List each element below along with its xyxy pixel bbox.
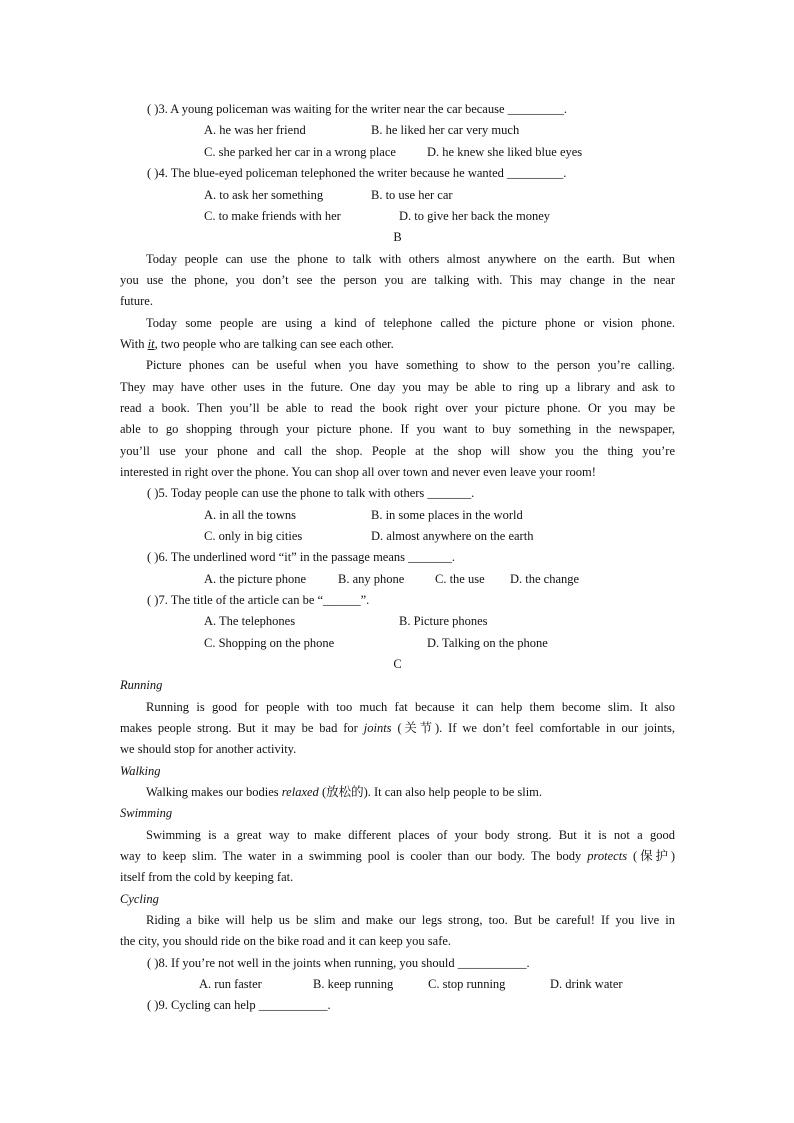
walking-line-text: (放松的). It can also help people to be slim. <box>318 785 543 799</box>
passage-b-p3-line: They may have other uses in the future. One day you may be able to ring up a library and ask to <box>120 380 675 394</box>
question-6-option-d: D. the change <box>510 572 580 586</box>
passage-b-with: With <box>120 337 148 351</box>
running-line: Running is good for people with too much fat because it can help them become slim. It also <box>146 700 675 714</box>
question-4-option-c: C. to make friends with her <box>204 209 341 223</box>
underlined-word-it: it <box>147 337 155 351</box>
passage-b-p1-line: future. <box>120 294 153 308</box>
passage-b-p3-line: Picture phones can be useful when you have something to show to the person you’re calling. <box>146 358 675 372</box>
question-5-stem: ( )5. Today people can use the phone to talk with others _______. <box>147 486 475 500</box>
passage-b-p1-line: Today people can use the phone to talk with others almost anywhere on the earth. But when <box>146 252 675 266</box>
walking-heading: Walking <box>120 764 161 778</box>
cycling-line: the city, you should ride on the bike road and it can keep you safe. <box>120 934 452 948</box>
question-3-option-c: C. she parked her car in a wrong place <box>204 145 396 159</box>
question-5-option-c: C. only in big cities <box>204 529 303 543</box>
swimming-protects-word: protects <box>587 849 628 863</box>
question-6-option-b: B. any phone <box>338 572 405 586</box>
passage-b-p3-line: read a book. Then you’ll be able to read the book right over your picture phone. Or you may be <box>120 401 675 415</box>
running-line-text: (关节). If we don’t feel comfortable in our joints, <box>391 721 675 735</box>
question-9-stem: ( )9. Cycling can help ___________. <box>147 998 331 1012</box>
swimming-line-text: (保护) <box>627 849 675 863</box>
running-line: we should stop for another activity. <box>120 742 297 756</box>
question-4-option-b: B. to use her car <box>371 188 453 202</box>
swimming-line-text: way to keep slim. The water in a swimming pool is cooler than our body. The body <box>120 849 588 863</box>
question-8-stem: ( )8. If you’re not well in the joints when running, you should ___________. <box>147 956 530 970</box>
question-6-option-c: C. the use <box>435 572 485 586</box>
running-joints-word: joints <box>363 721 392 735</box>
passage-b-p1-line: you use the phone, you don’t see the person you are talking with. This may change in the near <box>120 273 675 287</box>
question-5-option-b: B. in some places in the world <box>371 508 523 522</box>
section-b-heading: B <box>393 230 402 244</box>
question-8-option-b: B. keep running <box>313 977 394 991</box>
question-5-option-d: D. almost anywhere on the earth <box>371 529 534 543</box>
question-3-stem: ( )3. A young policeman was waiting for the writer near the car because _________. <box>147 102 568 116</box>
cycling-line: Riding a bike will help us be slim and make our legs strong, too. But be careful! If you live in <box>146 913 675 927</box>
question-7-option-d: D. Talking on the phone <box>427 636 548 650</box>
passage-b-p2-rest: , two people who are talking can see each other. <box>154 337 394 351</box>
question-3-option-b: B. he liked her car very much <box>371 123 520 137</box>
passage-b-p2-line <box>120 337 675 352</box>
question-7-option-c: C. Shopping on the phone <box>204 636 335 650</box>
swimming-heading: Swimming <box>120 806 173 820</box>
swimming-line <box>120 849 675 864</box>
question-8-option-d: D. drink water <box>550 977 623 991</box>
question-4-stem: ( )4. The blue-eyed policeman telephoned the writer because he wanted _________. <box>147 166 567 180</box>
question-5-option-a: A. in all the towns <box>204 508 297 522</box>
question-7-stem: ( )7. The title of the article can be “______”. <box>147 593 370 607</box>
question-8-option-c: C. stop running <box>428 977 506 991</box>
walking-line <box>146 785 542 800</box>
walking-relaxed-word: relaxed <box>281 785 319 799</box>
running-heading: Running <box>120 678 163 692</box>
swimming-line: itself from the cold by keeping fat. <box>120 870 294 884</box>
question-6-stem: ( )6. The underlined word “it” in the passage means _______. <box>147 550 456 564</box>
passage-b-p2-line: Today some people are using a kind of telephone called the picture phone or vision phone. <box>146 316 675 330</box>
section-c-heading: C <box>393 657 402 671</box>
swimming-line: Swimming is a great way to make different places of your body strong. But it is not a good <box>146 828 675 842</box>
passage-b-p3-line: you’ll use your phone and call the shop. People at the shop will show you the thing you’re <box>120 444 675 458</box>
question-3-option-d: D. he knew she liked blue eyes <box>427 145 583 159</box>
question-8-option-a: A. run faster <box>199 977 262 991</box>
running-line-text: makes people strong. But it may be bad for <box>120 721 364 735</box>
running-line <box>120 721 675 736</box>
passage-b-p3-line: interested in right over the phone. You can shop all over town and never even leave your room! <box>120 465 596 479</box>
question-4-option-a: A. to ask her something <box>204 188 324 202</box>
walking-line-text: Walking makes our bodies <box>146 785 282 799</box>
question-7-option-b: B. Picture phones <box>399 614 488 628</box>
question-7-option-a: A. The telephones <box>204 614 296 628</box>
passage-b-p3-line: able to go shopping through your picture phone. If you want to buy something in the newspaper, <box>120 422 675 436</box>
question-4-option-d: D. to give her back the money <box>399 209 550 223</box>
question-3-option-a: A. he was her friend <box>204 123 306 137</box>
cycling-heading: Cycling <box>120 892 159 906</box>
question-6-option-a: A. the picture phone <box>204 572 307 586</box>
